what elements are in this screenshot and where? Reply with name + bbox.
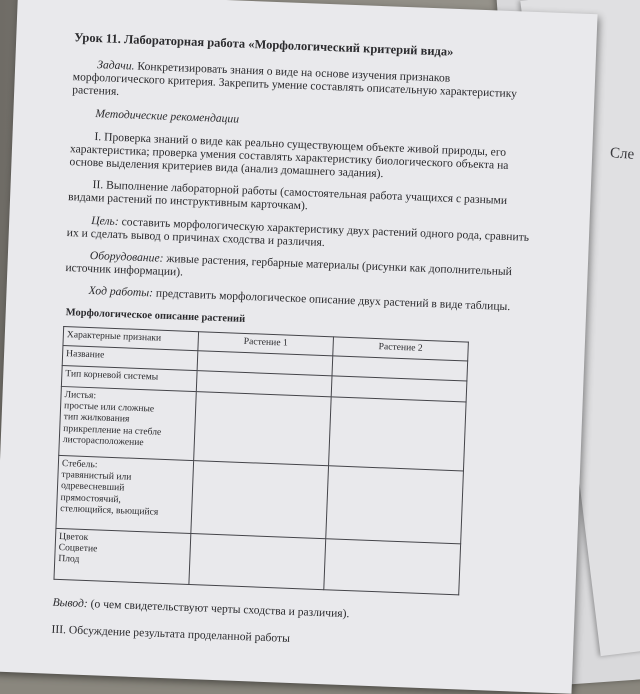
goal-label: Цель: (91, 213, 119, 228)
tasks-label: Задачи. (97, 58, 135, 73)
equipment-label: Оборудование: (89, 248, 164, 265)
row-label-line: стелющийся, вьющийся (59, 503, 159, 519)
row-label-leaves (59, 386, 197, 460)
section-1: I. Проверка знаний о виде как реально существующем объекте живой природы, его характеристика; проверка умения составлять характеристику биологического объекта на основе выделения критериев вида (анализ домашнего задания). (69, 129, 509, 181)
table-title: Морфологическое описание растений (65, 306, 246, 325)
section-2: II. Выполнение лабораторной работы (самостоятельная работа учащихся с разными видами растений по инструктивным карточкам). (67, 178, 508, 213)
progress-text: представить морфологическое описание двух растений в виде таблицы. (155, 286, 511, 314)
progress-label: Ход работы: (88, 284, 154, 300)
tasks-paragraph (72, 57, 543, 115)
header-characteristics: Характерные признаки (63, 326, 199, 350)
goal-text: составить морфологическую характеристику двух растений одного рода, сравнить их и сделать вывод о причинах сходства и различия. (66, 214, 530, 249)
header-plant-1: Растение 1 (198, 331, 334, 355)
conclusion-label: Вывод: (52, 595, 89, 610)
empty-cell (189, 533, 326, 589)
empty-cell (191, 460, 329, 538)
row-label-line: Плод (58, 553, 80, 566)
conclusion-paragraph (52, 595, 522, 626)
row-label-line: Листья: (64, 388, 97, 401)
row-label-line: тип жилкования (63, 411, 130, 426)
row-label-line: прямостоячий, (60, 491, 122, 506)
row-label-line: травянистый или (61, 469, 132, 483)
row-label-line: простые или сложные (63, 400, 155, 415)
row-label-name: Название (62, 345, 198, 370)
empty-cell (329, 396, 467, 470)
document-content (51, 30, 544, 653)
empty-cell (324, 538, 461, 594)
row-label-line: Стебель: (61, 457, 98, 471)
row-label-line: прикрепление на стебле (63, 422, 162, 438)
row-label-line: одревесневший (60, 480, 125, 494)
row-label-line: Соцветие (58, 542, 98, 555)
row-label-stem (56, 455, 194, 533)
empty-cell (194, 391, 332, 465)
row-label-line: листорасположение (62, 434, 144, 449)
section-3: III. Обсуждение результата проделанной работы (51, 622, 291, 645)
row-label-root: Тип корневой системы (61, 365, 197, 391)
method-heading: Методические рекомендации (95, 106, 240, 126)
row-label-line: Цветок (58, 530, 89, 543)
tasks-text: Конкретизировать знания о виде на основе изучения признаков морфологического критерия. Закрепить умение составлять описательную характеристику растения. (72, 59, 518, 101)
lesson-title: Урок 11. Лабораторная работа «Морфологический критерий вида» (74, 30, 454, 59)
header-plant-2: Растение 2 (333, 337, 469, 361)
morphology-table (53, 326, 468, 595)
background-sheet-text: Сле (609, 145, 635, 163)
row-label-flower (54, 528, 191, 584)
equipment-text: живые растения, гербарные материалы (рисунки как дополнительный источник информации). (65, 251, 513, 279)
empty-cell (326, 465, 464, 543)
conclusion-text: (о чем свидетельствуют черты сходства и различия). (90, 596, 350, 620)
